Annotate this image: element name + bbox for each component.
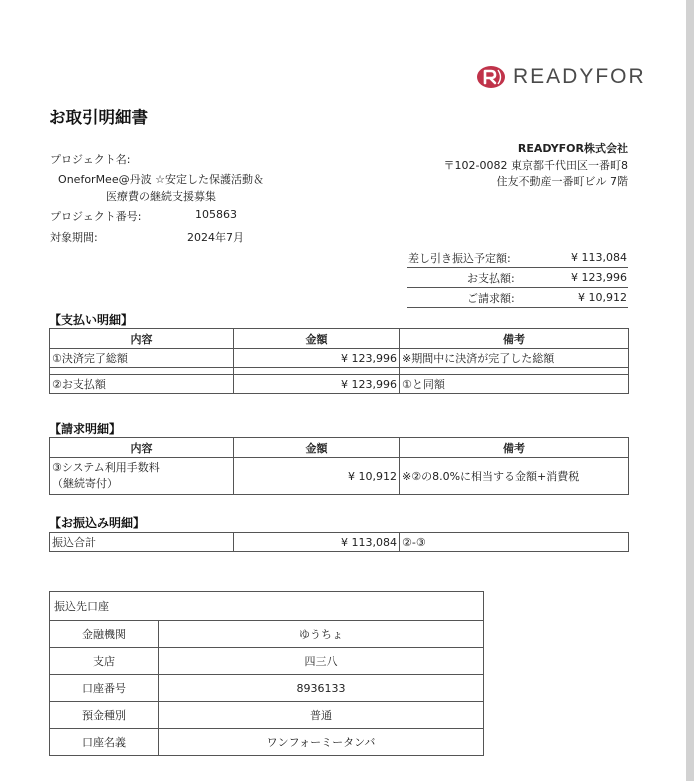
table-spacer-row [50, 368, 629, 375]
bank-value: 8936133 [159, 675, 484, 702]
company-name: READYFOR株式会社 [517, 142, 628, 155]
bank-title: 振込先口座 [50, 592, 484, 621]
table-row [50, 533, 629, 552]
summary-row-net [407, 248, 628, 268]
bank-value: 四三八 [159, 648, 484, 675]
table-row [50, 648, 484, 675]
summary-value: ¥ 10,912 [578, 291, 627, 304]
transfer-section-title: 【お振込み明細】 [49, 516, 146, 530]
col-header-amount: 金額 [234, 438, 400, 458]
readyfor-logo [476, 64, 646, 90]
project-name-label: プロジェクト名: [50, 153, 131, 166]
table-row [50, 375, 629, 394]
cell-note: ①と同額 [400, 375, 629, 394]
cell-amount: ¥ 123,996 [234, 375, 400, 394]
period-value: 2024年7月 [187, 231, 244, 244]
cell-item: 振込合計 [50, 533, 234, 552]
project-number-label: プロジェクト番号: [50, 210, 142, 223]
table-row [50, 458, 629, 495]
bank-account-table [49, 591, 484, 756]
col-header-item: 内容 [50, 438, 234, 458]
bank-label: 預金種別 [50, 702, 159, 729]
table-row [50, 729, 484, 756]
bank-value: ゆうちょ [159, 621, 484, 648]
transfer-table [49, 532, 629, 552]
bank-label: 支店 [50, 648, 159, 675]
bank-value: ワンフォーミータンバ [159, 729, 484, 756]
summary-row-payment [407, 268, 628, 288]
table-row [50, 349, 629, 368]
project-name-line2: 医療費の継続支援募集 [106, 190, 216, 203]
summary-row-billing [407, 288, 628, 308]
company-address-line2: 住友不動産一番町ビル 7階 [496, 175, 628, 188]
cell-amount: ¥ 113,084 [234, 533, 400, 552]
summary-value: ¥ 123,996 [571, 271, 627, 284]
bank-label: 口座名義 [50, 729, 159, 756]
readyfor-logo-icon [476, 65, 506, 89]
cell-item: ②お支払額 [50, 375, 234, 394]
payment-summary [407, 248, 628, 308]
payment-table [49, 328, 629, 394]
period-label: 対象期間: [50, 231, 98, 244]
col-header-note: 備考 [400, 329, 629, 349]
summary-value: ¥ 113,084 [571, 251, 627, 264]
table-header-row [50, 329, 629, 349]
bank-label: 口座番号 [50, 675, 159, 702]
table-row [50, 702, 484, 729]
cell-note: ②-③ [400, 533, 629, 552]
table-header-row [50, 438, 629, 458]
cell-note: ※期間中に決済が完了した総額 [400, 349, 629, 368]
summary-label: ご請求額: [467, 291, 515, 305]
cell-amount: ¥ 123,996 [234, 349, 400, 368]
col-header-note: 備考 [400, 438, 629, 458]
col-header-item: 内容 [50, 329, 234, 349]
summary-label: お支払額: [467, 271, 515, 285]
cell-amount: ¥ 10,912 [234, 458, 400, 495]
bank-header-row [50, 592, 484, 621]
cell-item-line1: ③システム利用手数料 [52, 461, 160, 474]
company-info [444, 141, 628, 191]
table-row [50, 621, 484, 648]
summary-label: 差し引き振込予定額: [408, 251, 511, 265]
project-name-line1: OneforMee@丹波 ☆安定した保護活動＆ [58, 173, 264, 186]
project-number: 105863 [195, 208, 237, 221]
document-title: お取引明細書 [49, 108, 148, 127]
col-header-amount: 金額 [234, 329, 400, 349]
bank-value: 普通 [159, 702, 484, 729]
scrollbar[interactable] [686, 0, 694, 781]
cell-item [50, 458, 234, 495]
table-row [50, 675, 484, 702]
logo-text: READYFOR [513, 65, 646, 88]
cell-item-line2: （継続寄付） [52, 477, 118, 490]
bank-label: 金融機関 [50, 621, 159, 648]
cell-note: ※②の8.0%に相当する金額+消費税 [400, 458, 629, 495]
billing-table [49, 437, 629, 495]
billing-section-title: 【請求明細】 [49, 422, 122, 436]
cell-item: ①決済完了総額 [50, 349, 234, 368]
project-name [50, 171, 272, 205]
payment-section-title: 【支払い明細】 [49, 313, 134, 327]
company-address-line1: 〒102-0082 東京都千代田区一番町8 [443, 158, 628, 172]
